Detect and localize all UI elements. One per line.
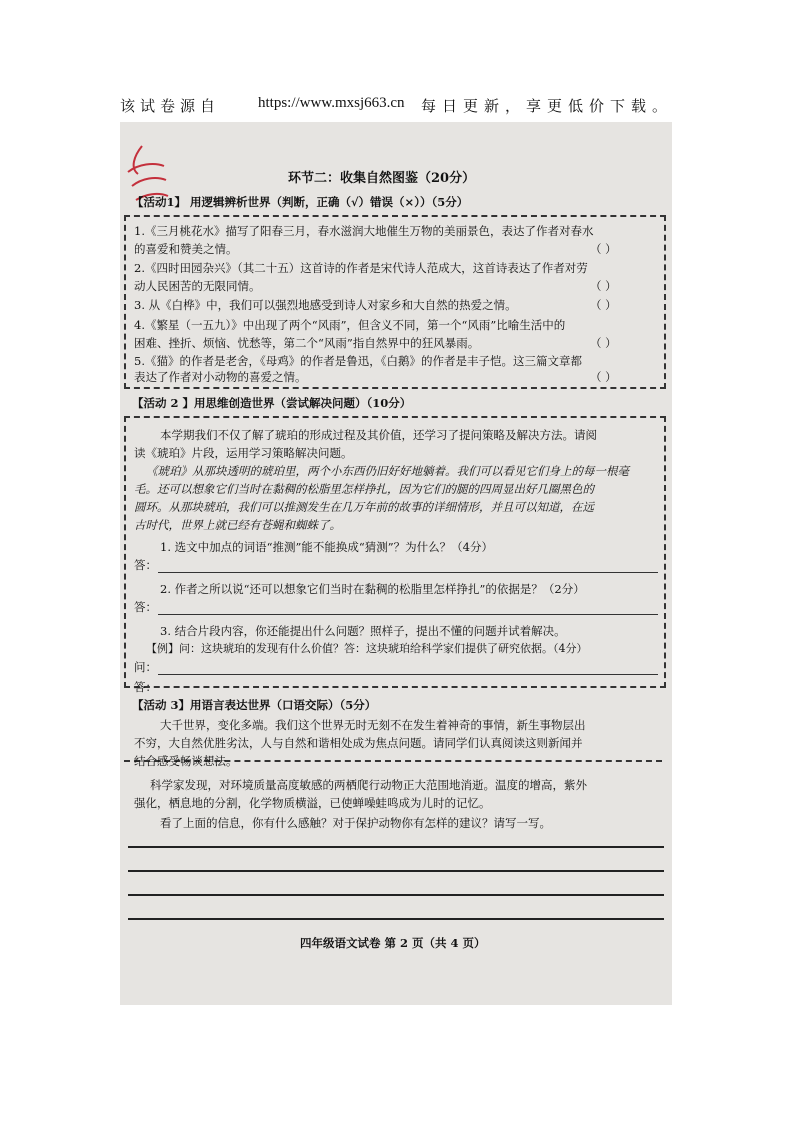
a1-item4-answer[interactable]: （ ） <box>590 336 617 350</box>
a1-item2-line1: 2.《四时田园杂兴》（其二十五）这首诗的作者是宋代诗人范成大，这首诗表达了作者对劳 <box>134 261 588 275</box>
a2-intro-line1: 本学期我们不仅了解了琥珀的形成过程及其价值，还学习了提问策略及解决方法。请阅 <box>160 428 597 442</box>
a2-passage-line4: 古时代，世界上就已经有苍蝇和蜘蛛了。 <box>134 518 341 532</box>
a2-q3-question-label: 问： <box>134 660 157 674</box>
a3-intro-line2: 不穷，大自然优胜劣汰，人与自然和谐相处成为焦点问题。请同学们认真阅读这则新闻并 <box>134 736 583 750</box>
header-slogan: 每日更新，享更低价下载。 <box>421 97 674 115</box>
a3-writing-line-2[interactable] <box>128 870 664 872</box>
a1-item2-answer[interactable]: （ ） <box>590 279 617 293</box>
a1-item4-line1: 4.《繁星（一五九）》中出现了两个“风雨”，但含义不同，第一个“风雨”比喻生活中的 <box>134 318 566 332</box>
page-footer: 四年级语文试卷 第 2 页（共 4 页） <box>300 936 486 950</box>
a2-q2-answer-label: 答： <box>134 600 157 614</box>
a2-example: 【例】问：这块琥珀的发现有什么价值？答：这块琥珀给科学家们提供了研究依据。（4分） <box>146 642 588 655</box>
a2-q1-answer-line[interactable] <box>158 572 658 573</box>
page-header <box>0 92 794 118</box>
a1-item5-answer[interactable]: （ ） <box>590 370 617 384</box>
a2-passage-line2: 毛。还可以想象它们当时在黏稠的松脂里怎样挣扎，因为它们的腿的四周显出好几圈黑色的 <box>134 482 594 496</box>
a3-intro-line3: 结合感受畅谈想法。 <box>134 754 238 768</box>
a1-item3-answer[interactable]: （ ） <box>590 298 617 312</box>
a2-passage-line3: 圆环。从那块琥珀，我们可以推测发生在几万年前的故事的详细情形，并且可以知道，在远 <box>134 500 594 514</box>
a1-item2-line2: 动人民困苦的无限同情。 <box>134 279 261 293</box>
activity3-title: 【活动 3】用语言表达世界（口语交际）（5分） <box>132 698 377 712</box>
a2-question1: 1. 选文中加点的词语“推测”能不能换成“猜测”？为什么？（4分） <box>160 540 493 554</box>
section-title: 环节二：收集自然图鉴（20分） <box>288 171 476 186</box>
a3-news-line2: 强化，栖息地的分割，化学物质横溢，已使蝉噪蛙鸣成为儿时的记忆。 <box>134 796 491 810</box>
activity2-title: 【活动 2 】用思维创造世界（尝试解决问题）（10分） <box>132 396 412 410</box>
header-source-text: 该试卷源自 <box>120 97 221 115</box>
a3-intro-line1: 大千世界，变化多端。我们这个世界无时无刻不在发生着神奇的事情，新生事物层出 <box>160 718 586 732</box>
header-url[interactable]: https://www.mxsj663.cn <box>258 95 405 111</box>
a2-question2: 2. 作者之所以说“还可以想象它们当时在黏稠的松脂里怎样挣扎”的依据是？（2分） <box>160 582 585 596</box>
a1-item4-line2: 困难、挫折、烦恼、忧愁等，第二个“风雨”指自然界中的狂风暴雨。 <box>134 336 480 350</box>
a2-question3: 3. 结合片段内容，你还能提出什么问题？照样子，提出不懂的问题并试着解决。 <box>160 624 566 638</box>
a3-news-line1: 科学家发现，对环境质量高度敏感的两栖爬行动物正大范围地消逝。温度的增高，紫外 <box>150 778 587 792</box>
a2-q2-answer-line[interactable] <box>158 614 658 615</box>
a2-q3-answer-label: 答： <box>134 680 157 694</box>
a2-passage-line1: 《琥珀》从那块透明的琥珀里，两个小东西仍旧好好地躺着。我们可以看见它们身上的每一根毫 <box>146 464 629 478</box>
a2-intro-line2: 读《琥珀》片段，运用学习策略解决问题。 <box>134 446 353 460</box>
a1-item1-answer[interactable]: （ ） <box>590 242 617 256</box>
activity1-title: 【活动1】 用逻辑辨析世界（判断，正确（√）错误（×））（5分） <box>132 195 469 209</box>
a1-item3-line1: 3. 从《白桦》中，我们可以强烈地感受到诗人对家乡和大自然的热爱之情。 <box>134 298 517 312</box>
a2-q3-question-line[interactable] <box>158 674 658 675</box>
a1-item5-line1: 5.《猫》的作者是老舍，《母鸡》的作者是鲁迅，《白鹅》的作者是丰子恺。这三篇文章都 <box>134 354 582 368</box>
a3-prompt: 看了上面的信息，你有什么感触？对于保护动物你有怎样的建议？请写一写。 <box>160 816 551 830</box>
exam-sheet <box>120 122 672 1005</box>
a3-writing-line-3[interactable] <box>128 894 664 896</box>
a1-item1-line1: 1.《三月桃花水》描写了阳春三月，春水滋润大地催生万物的美丽景色，表达了作者对春水 <box>134 224 594 238</box>
exam-photo <box>120 122 672 1005</box>
a3-writing-line-1[interactable] <box>128 846 664 848</box>
a1-item5-line2: 表达了作者对小动物的喜爱之情。 <box>134 370 307 384</box>
a1-item1-line2: 的喜爱和赞美之情。 <box>134 242 238 256</box>
a3-writing-line-4[interactable] <box>128 918 664 920</box>
a2-q1-answer-label: 答： <box>134 558 157 572</box>
